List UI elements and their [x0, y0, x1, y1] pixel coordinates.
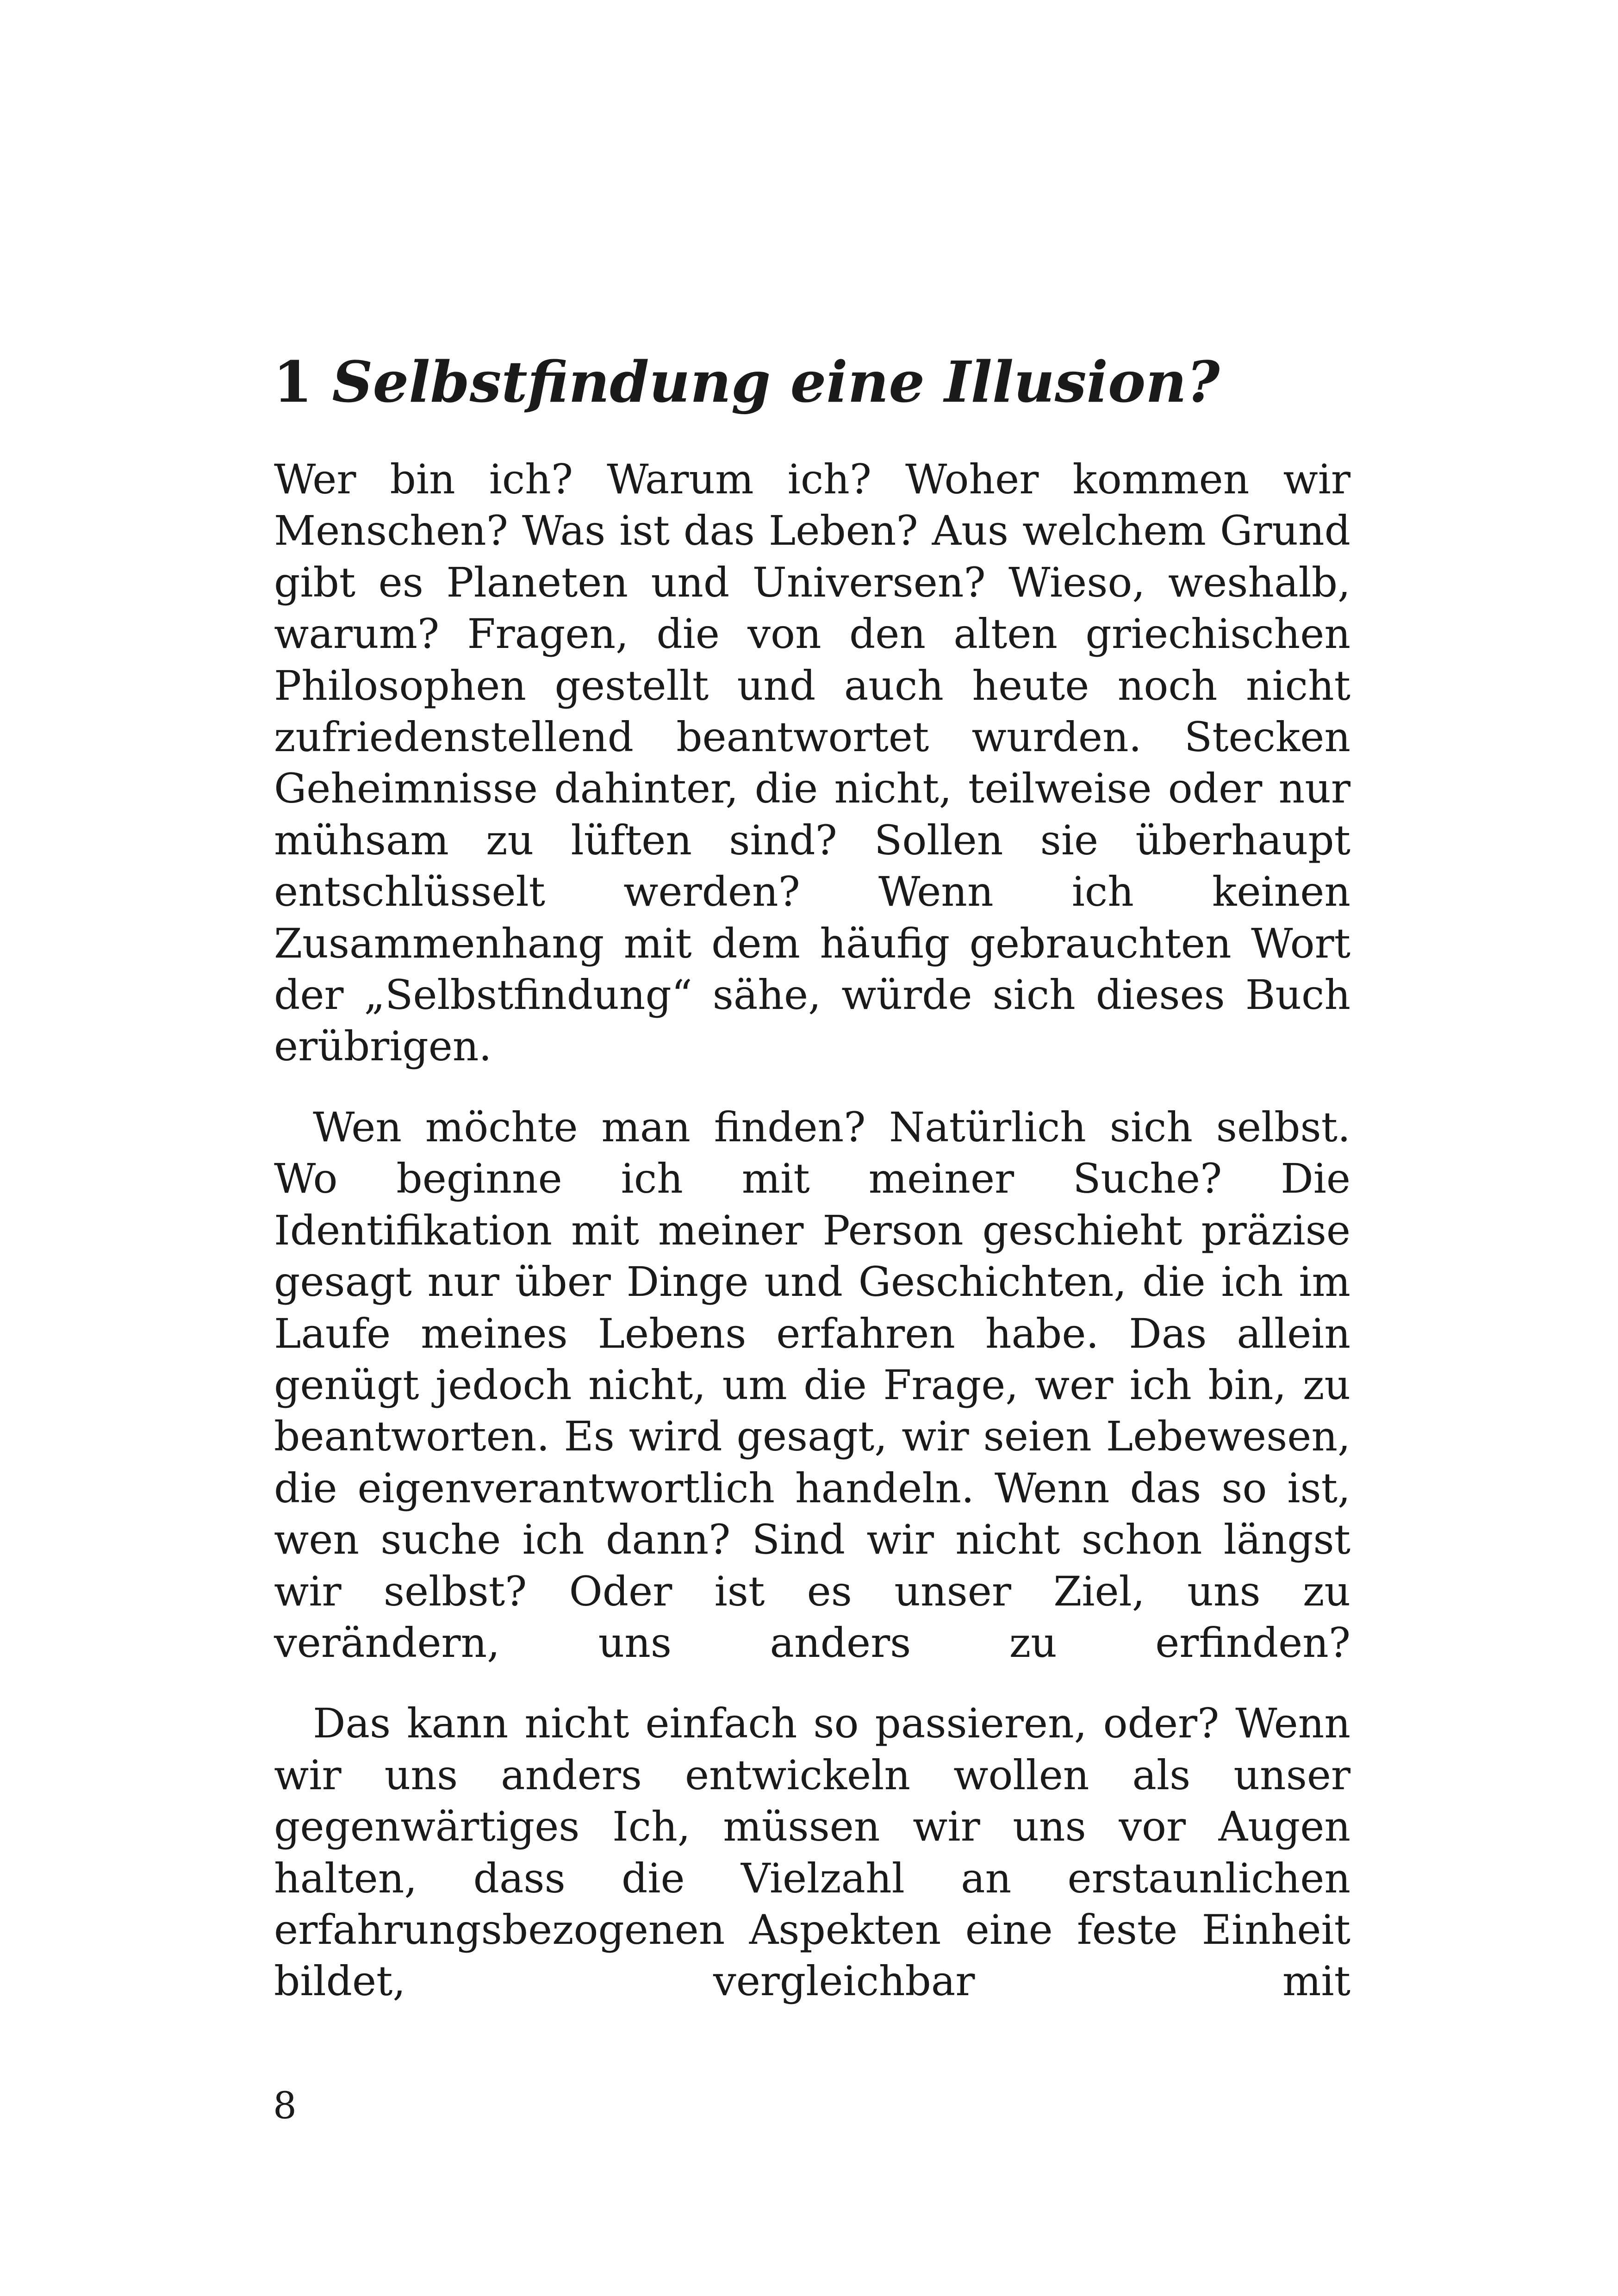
chapter-number: 1: [273, 348, 312, 415]
chapter-heading: [273, 342, 1351, 421]
chapter-title: Selbstfindung eine Illusion?: [332, 348, 1220, 415]
page-number: 8: [273, 2084, 297, 2127]
paragraph-2: Wen möchte man finden? Natürlich sich selbst. Wo beginne ich mit meiner Suche? Die Identifikation mit meiner Person geschieht präzise gesagt nur über Dinge und Geschichten, die ich im Laufe meines Lebens erfahren habe. Das allein genügt jedoch nicht, um die Frage, wer ich bin, zu beantworten. Es wird gesagt, wir seien Lebewesen, die eigenverantwortlich handeln. Wenn das so ist, wen suche ich dann? Sind wir nicht schon längst wir selbst? Oder ist es unser Ziel, uns zu verändern, uns anders zu erfinden?: [274, 1103, 1350, 1667]
chapter-body: [274, 454, 1350, 2007]
paragraph-3: Das kann nicht einfach so passieren, oder? Wenn wir uns anders entwickeln wollen als unser gegenwärtiges Ich, müssen wir uns vor Augen halten, dass die Vielzahl an erstaunlichen erfahrungsbezogenen Aspekten eine feste Einheit bildet, vergleichbar mit: [274, 1699, 1350, 2005]
paragraph-1: Wer bin ich? Warum ich? Woher kommen wir Menschen? Was ist das Leben? Aus welchem Grund gibt es Planeten und Universen? Wieso, weshalb, warum? Fragen, die von den alten griechischen Philosophen gestellt und auch heute noch nicht zufriedenstellend beantwortet wurden. Stecken Geheimnisse dahinter, die nicht, teilweise oder nur mühsam zu lüften sind? Sollen sie überhaupt entschlüsselt werden? Wenn ich keinen Zusammenhang mit dem häufig gebrauchten Wort der „Selbstfindung“ sähe, würde sich dieses Buch erübrigen.: [274, 455, 1350, 1070]
